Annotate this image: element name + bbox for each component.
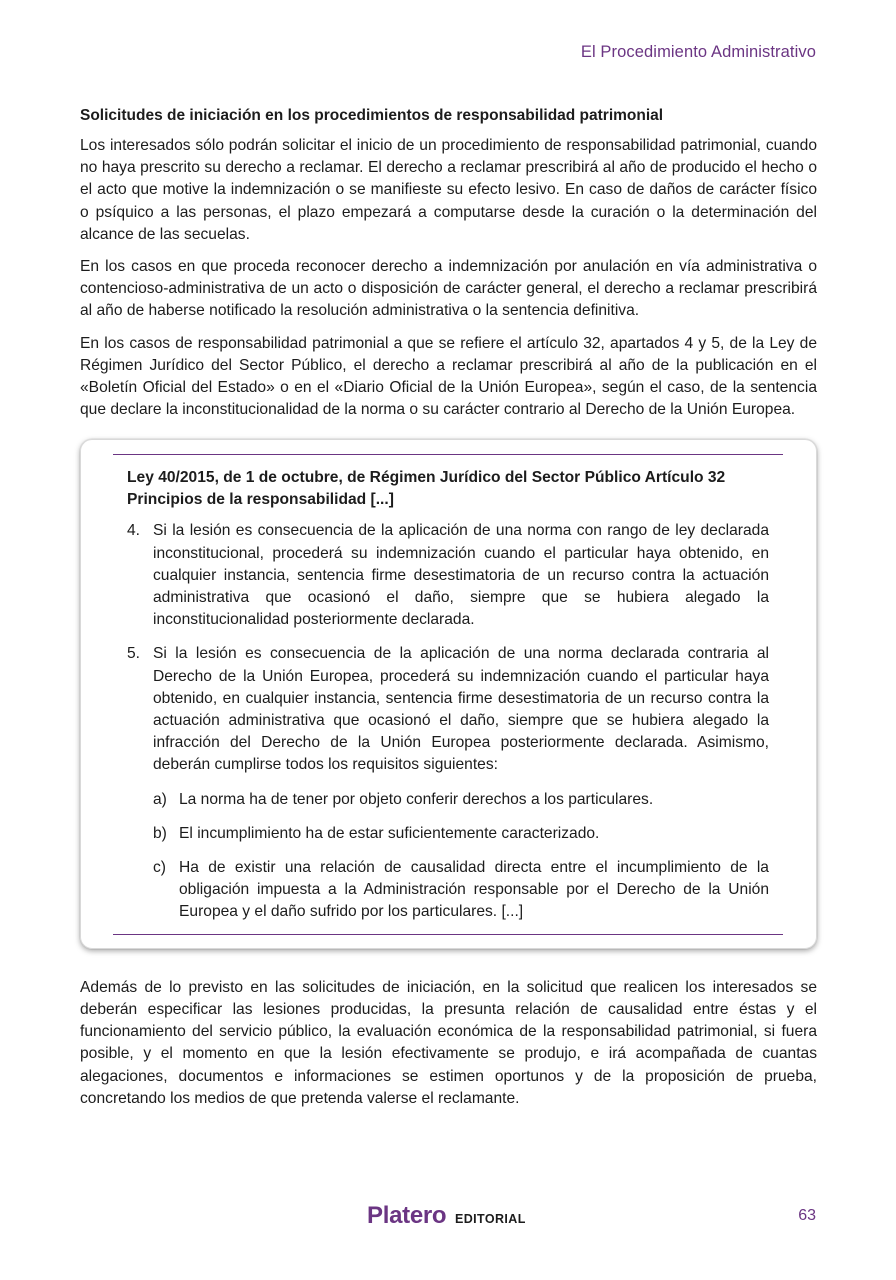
law-excerpt-box — [80, 439, 817, 948]
sub-item-text: El incumplimiento ha de estar suficientemente caracterizado. — [179, 824, 600, 842]
list-item-number: 4. — [127, 522, 141, 540]
section-title: Solicitudes de iniciación en los procedimientos de responsabilidad patrimonial — [80, 107, 664, 124]
page-number: 63 — [798, 1207, 816, 1224]
page-footer — [0, 1200, 896, 1240]
box-title: Ley 40/2015, de 1 de octubre, de Régimen Jurídico del Sector Público Artículo 32 Principios de la responsabilidad [...] — [127, 469, 726, 509]
closing-paragraph: Además de lo previsto en las solicitudes de iniciación, en la solicitud que realicen los interesados se deberán especificar las lesiones producidas, la presunta relación de causalidad entre éstas y el funcionamiento del servicio público, la evaluación económica de la responsabilidad patrimonial, si fuera posible, y el momento en que la lesión efectivamente se produjo, e irá acompañada de cuantas alegaciones, documentos e informaciones se estimen oportunos y de la proposición de prueba, concretando los medios de que pretenda valerse el reclamante. — [80, 978, 817, 1107]
sub-item-letter: a) — [153, 790, 167, 808]
sub-item — [153, 857, 769, 924]
list-item-text: Si la lesión es consecuencia de la aplicación de una norma con rango de ley declarada inconstitucional, procederá su indemnización cuando el particular haya obtenido, en cualquier instancia, sentencia firme desestimatoria de un recurso contra la actuación administrativa que ocasionó el daño, siempre que se hubiera alegado la inconstitucionalidad posteriormente declarada. — [153, 522, 769, 629]
sub-item-letter: b) — [153, 824, 167, 842]
page-content — [80, 106, 817, 1120]
paragraph: En los casos de responsabilidad patrimonial a que se refiere el artículo 32, apartados 4 y 5, de la Ley de Régimen Jurídico del Sector Público, el derecho a reclamar prescribirá al año de la publicación en el «Boletín Oficial del Estado» o en el «Diario Oficial de la Unión Europea», según el caso, de la sentencia que declare la inconstitucionalidad de la norma o su carácter contrario al Derecho de la Unión Europea. — [80, 334, 817, 419]
publisher-logo: Platero — [367, 1202, 447, 1229]
sub-item — [153, 823, 769, 845]
sub-item-text: Ha de existir una relación de causalidad directa entre el incumplimiento de la obligación impuesta a la Administración responsable por el Derecho de la Unión Europea y el daño sufrido por los particulares. [...] — [179, 859, 769, 921]
paragraph: En los casos en que proceda reconocer derecho a indemnización por anulación en vía administrativa o contencioso-administrativa de un acto o disposición de carácter general, el derecho a reclamar prescribirá al año de haberse notificado la resolución administrativa o la sentencia definitiva. — [80, 258, 817, 320]
sub-item — [153, 789, 769, 811]
list-item-number: 5. — [127, 645, 141, 663]
paragraph: Los interesados sólo podrán solicitar el inicio de un procedimiento de responsabilidad patrimonial, cuando no haya prescrito su derecho a reclamar. El derecho a reclamar prescribirá al año de producido el hecho o el acto que motive la indemnización o se manifieste su efecto lesivo. En caso de daños de carácter físico o psíquico a las personas, el plazo empezará a computarse desde la curación o la determinación del alcance de las secuelas. — [80, 137, 817, 243]
list-item-text: Si la lesión es consecuencia de la aplicación de una norma declarada contraria al Derecho de la Unión Europea, procederá su indemnización cuando el particular haya obtenido, en cualquier instancia, sentencia firme desestimatoria de un recurso contra la actuación administrativa que ocasionó el daño, siempre que se hubiera alegado la infracción del Derecho de la Unión Europea posteriormente declarada. Asimismo, deberán cumplirse todos los requisitos siguientes: — [153, 645, 769, 774]
list-item — [127, 643, 769, 923]
sub-item-text: La norma ha de tener por objeto conferir derechos a los particulares. — [179, 790, 654, 808]
list-item-body — [153, 643, 769, 923]
box-bottom-rule — [113, 934, 783, 935]
running-header: El Procedimiento Administrativo — [580, 43, 816, 61]
list-item — [127, 520, 769, 631]
publisher-logo-sub: EDITORIAL — [455, 1212, 526, 1226]
sub-item-letter: c) — [153, 859, 166, 877]
box-body — [113, 455, 783, 933]
